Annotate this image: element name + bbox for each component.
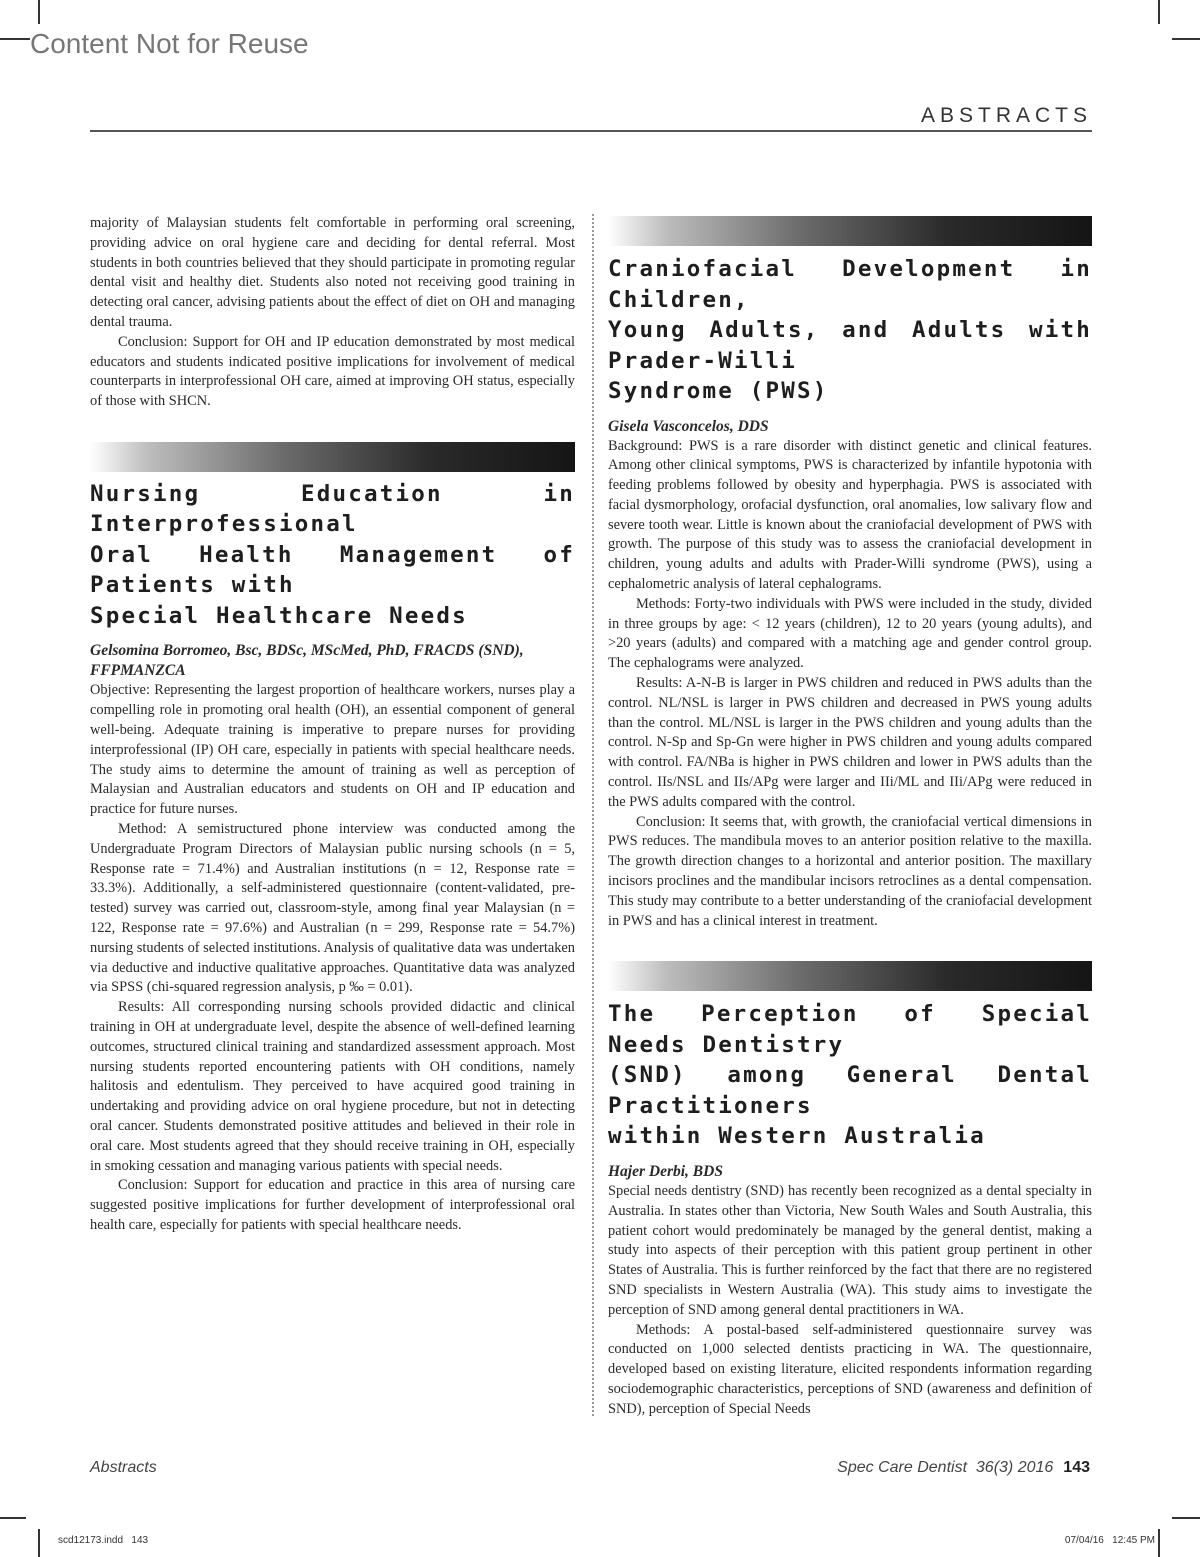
abstract-results: Results: A-N-B is larger in PWS children and reduced in PWS adults than the control. NL/NSL is larger in PWS children and decreased in PWS young adults than the control. ML/NSL is larger in the PWS children and young adults than the control. N-Sp and Sp-Gn were higher in PWS children and young adults compared with control. FA/NBa is higher in PWS children and lower in PWS adults than the control. IIs/NSL and IIs/APg were larger and IIi/ML and IIi/APg were reduced in the PWS adults compared with the control.: [608, 675, 1092, 810]
crop-mark: [38, 1529, 40, 1557]
crop-mark: [1172, 1517, 1200, 1519]
left-column: [90, 214, 575, 1236]
running-head: ABSTRACTS: [920, 104, 1092, 127]
abstract-conclusion: Conclusion: It seems that, with growth, the craniofacial vertical dimensions in PWS reduces. The mandibula moves to an anterior position relative to the maxilla. The growth direction changes to a horizontal and anterior position. The maxillary incisors proclines and the mandibular incisors retroclines as a dental compensation. This study may contribute to a better understanding of the craniofacial development in PWS and has a clinical interest in treatment.: [608, 813, 1092, 929]
abstract-methods: Methods: Forty-two individuals with PWS were included in the study, divided in three groups by age: < 12 years (children), 12 to 20 years (young adults), and >20 years (adults) and compared with a matching age and gender control group. The cephalograms were analyzed.: [608, 595, 1092, 672]
crop-mark: [0, 1517, 26, 1519]
right-column: [608, 216, 1092, 1419]
footer-left: Abstracts: [90, 1459, 157, 1476]
author-byline: Gisela Vasconcelos, DDS: [608, 417, 769, 435]
watermark: Content Not for Reuse: [30, 28, 309, 59]
date-slug: 07/04/16 12:45 PM: [1064, 1535, 1155, 1546]
abstract-title: Nursing Education in Interprofessional Oral Health Management of Patients with Special Healthcare Needs: [90, 480, 575, 629]
crop-mark: [1158, 1529, 1160, 1557]
file-slug: scd12173.indd 143: [58, 1535, 149, 1546]
title-banner: [608, 961, 1092, 991]
abstract-title: The Perception of Special Needs Dentistry (SND) among General Dental Practitioners within Western Australia: [608, 1001, 1092, 1150]
title-banner: [608, 216, 1092, 246]
abstract-objective: Objective: Representing the largest proportion of healthcare workers, nurses play a compelling role in promoting oral health (OH), an essential component of general well-being. Adequate training is imperative to prepare nurses for providing interprofessional (IP) OH care, especially in patients with special healthcare needs. The study aims to determine the amount of training as well as perception of Malaysian and Australian educators and students on OH and IP education and practice for future nurses.: [90, 682, 575, 818]
crop-mark: [1172, 38, 1200, 40]
header-rule: [90, 130, 1092, 132]
footer-right: [837, 1459, 1090, 1477]
abstract-method: Method: A semistructured phone interview was conducted among the Undergraduate Program Directors of Malaysian public nursing schools (n = 5, Response rate = 71.4%) and Australian institutions (n = 12, Response rate = 33.3%). Additionally, a self-administered questionnaire (content-validated, pre-tested) survey was carried out, classroom-style, among final year Malaysian (n = 122, Response rate = 97.6%) and Australian (n = 299, Response rate = 54.7%) nursing students of selected institutions. Analysis of qualitative data was undertaken via deductive and inductive qualitative approaches. Quantitative data was analyzed via SPSS (chi-squared regression analysis, p ‰ = 0.01).: [90, 821, 575, 996]
page-number: 143: [1063, 1459, 1090, 1476]
crop-mark: [38, 0, 40, 24]
abstract-background: Background: PWS is a rare disorder with distinct genetic and clinical features. Among other clinical symptoms, PWS is characterized by infantile hypotonia with feeding problems followed by obesity and hyperphagia. PWS is associated with facial dysmorphology, orofacial dysfunction, oral anomalies, low salivary flow and severe tooth wear. Little is known about the craniofacial development of PWS with growth. The purpose of this study was to assess the craniofacial development in children, young adults and adults with Prader-Willi syndrome (PWS), using a cephalometric analysis of lateral cephalograms.: [608, 437, 1092, 593]
abstract-methods: Methods: A postal-based self-administered questionnaire survey was conducted on 1,000 selected dentists practicing in WA. The questionnaire, developed based on existing literature, elicited respondents information regarding sociodemographic characteristics, perceptions of SND (awareness and definition of SND), perception of Special Needs: [608, 1321, 1092, 1417]
crop-mark: [1158, 0, 1160, 24]
abstract-conclusion: Conclusion: Support for education and practice in this area of nursing care suggested positive implications for further development of interprofessional oral health care, especially for patients with special healthcare needs.: [90, 1177, 575, 1233]
journal-citation: Spec Care Dentist 36(3) 2016: [837, 1459, 1054, 1476]
column-divider: [592, 214, 594, 1416]
continuation-conclusion: Conclusion: Support for OH and IP education demonstrated by most medical educators and students indicated positive implications for involvement of medical counterparts in interprofessional OH care, aimed at improving OH status, especially of those with SHCN.: [90, 333, 575, 410]
abstract-title: Craniofacial Development in Children, Young Adults, and Adults with Prader-Willi Syndrome (PWS): [608, 256, 1092, 404]
author-byline: Hajer Derbi, BDS: [608, 1162, 723, 1180]
crop-mark: [0, 38, 30, 40]
abstract-intro: Special needs dentistry (SND) has recently been recognized as a dental specialty in Australia. In states other than Victoria, New South Wales and South Australia, this patient cohort would predominately be managed by the general dentist, making a study into aspects of their perception with this patient group pertinent in other States of Australia. This is further reinforced by the fact that there are no registered SND specialists in Western Australia (WA). This study aims to investigate the perception of SND among general dental practitioners in WA.: [608, 1182, 1092, 1318]
continuation-paragraph: majority of Malaysian students felt comfortable in performing oral screening, providing advice on oral hygiene care and deciding for dental referral. Most students in both countries believed that they should participate in promoting regular dental visit and healthy diet. Students also noted not receiving good training in detecting oral cancer, advising patients about the effect of diet on OH and managing dental trauma.: [90, 215, 575, 330]
author-byline: Gelsomina Borromeo, Bsc, BDSc, MScMed, PhD, FRACDS (SND), FFPMANZCA: [90, 642, 524, 680]
abstract-results: Results: All corresponding nursing schools provided didactic and clinical training in OH at undergraduate level, despite the absence of well-defined learning outcomes, structured clinical training and standardized assessment approach. Most nursing students reported encountering patients with OH conditions, namely halitosis and edentulism. They perceived to have acquired good training in undertaking and providing advice on oral hygiene procedure, but not in detecting oral cancer. Students demonstrated positive attitudes and believed in their role in oral care. Most students agreed that they should receive training in OH, especially in smoking cessation and managing various patients with special needs.: [90, 999, 575, 1174]
title-banner: [90, 442, 575, 472]
